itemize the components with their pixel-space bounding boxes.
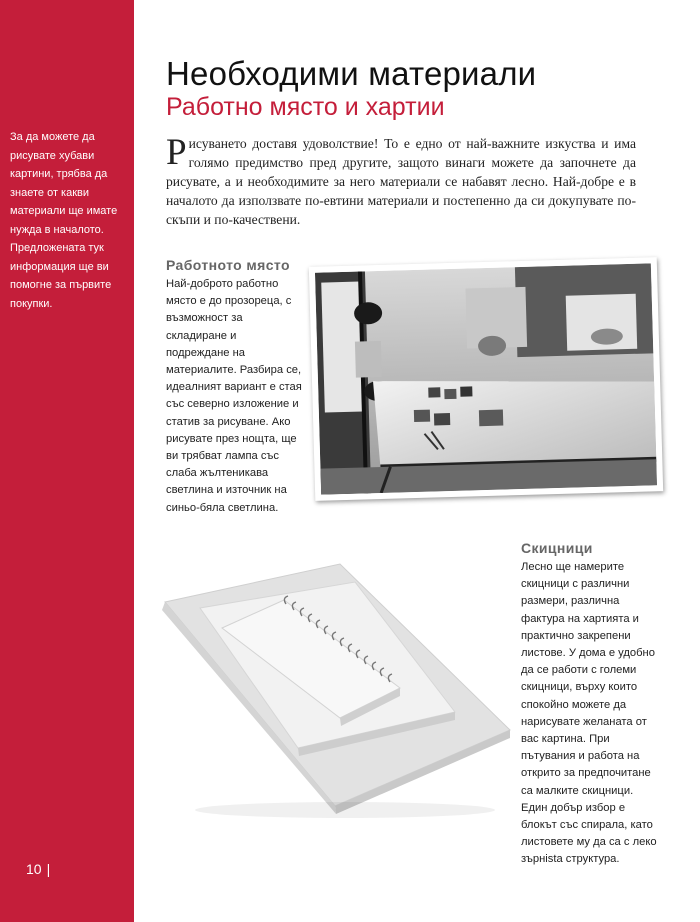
page-number [26,860,50,878]
page-number-value: 10 [26,861,42,877]
workplace-heading: Работното място [166,257,290,273]
workplace-text: Най-доброто работно място е до прозореца, с възможност за складиране и подреждане на материалите. Разбира се, идеалният вариант е стая със северно изложение и статив за рисуване. Ако рисувате през нощта, ще ви трябват лампа със слаба жълтеникава светлина и източник на синьо-бяла светлина. [166,278,302,514]
page-title: Необходими материали [166,55,537,92]
intro-dropcap: Р [166,132,187,173]
intro-paragraph [166,134,636,229]
workplace-photo-illustration [315,263,657,494]
page-subtitle: Работно място и хартии [166,93,445,121]
sketchbooks-illustration [150,560,520,820]
sketchbooks-text: Лесно ще намерите скицници с различни размери, различна фактура на хартията и практично закрепени листове. У дома е удобно да се работи с големи скицници, върху които спокойно можете да нарисувате желаната от вас картина. При пътувания и работа на открито за предпочитане са малките скицници. Един добър избор е блокът със спирала, като листовете му да са с леко зърнista структура. [521,561,657,866]
sketchbooks-heading: Скицници [521,540,593,556]
sidebar-note: За да можете да рисувате хубави картини, трябва да знаете от какви материали ще имате нужда в началото. Предложената тук информация ще ви помогне за първите покупки. [10,131,118,310]
workplace-photo [309,257,663,501]
sketchbooks-drawing [150,560,520,820]
sidebar [0,0,134,922]
intro-text: исуването доставя удоволствие! То е едно от най-важните изкуства и има голямо предимство пред другите, защото винаги можете да започнете да рисувате, а и необходимите за него материали се набавят лесно. Най-добре е в началото да използвате по-евтини материали и постепенно да си докупувате по-скъпи и по-качествени. [166,136,636,227]
page-number-separator: | [46,861,51,877]
